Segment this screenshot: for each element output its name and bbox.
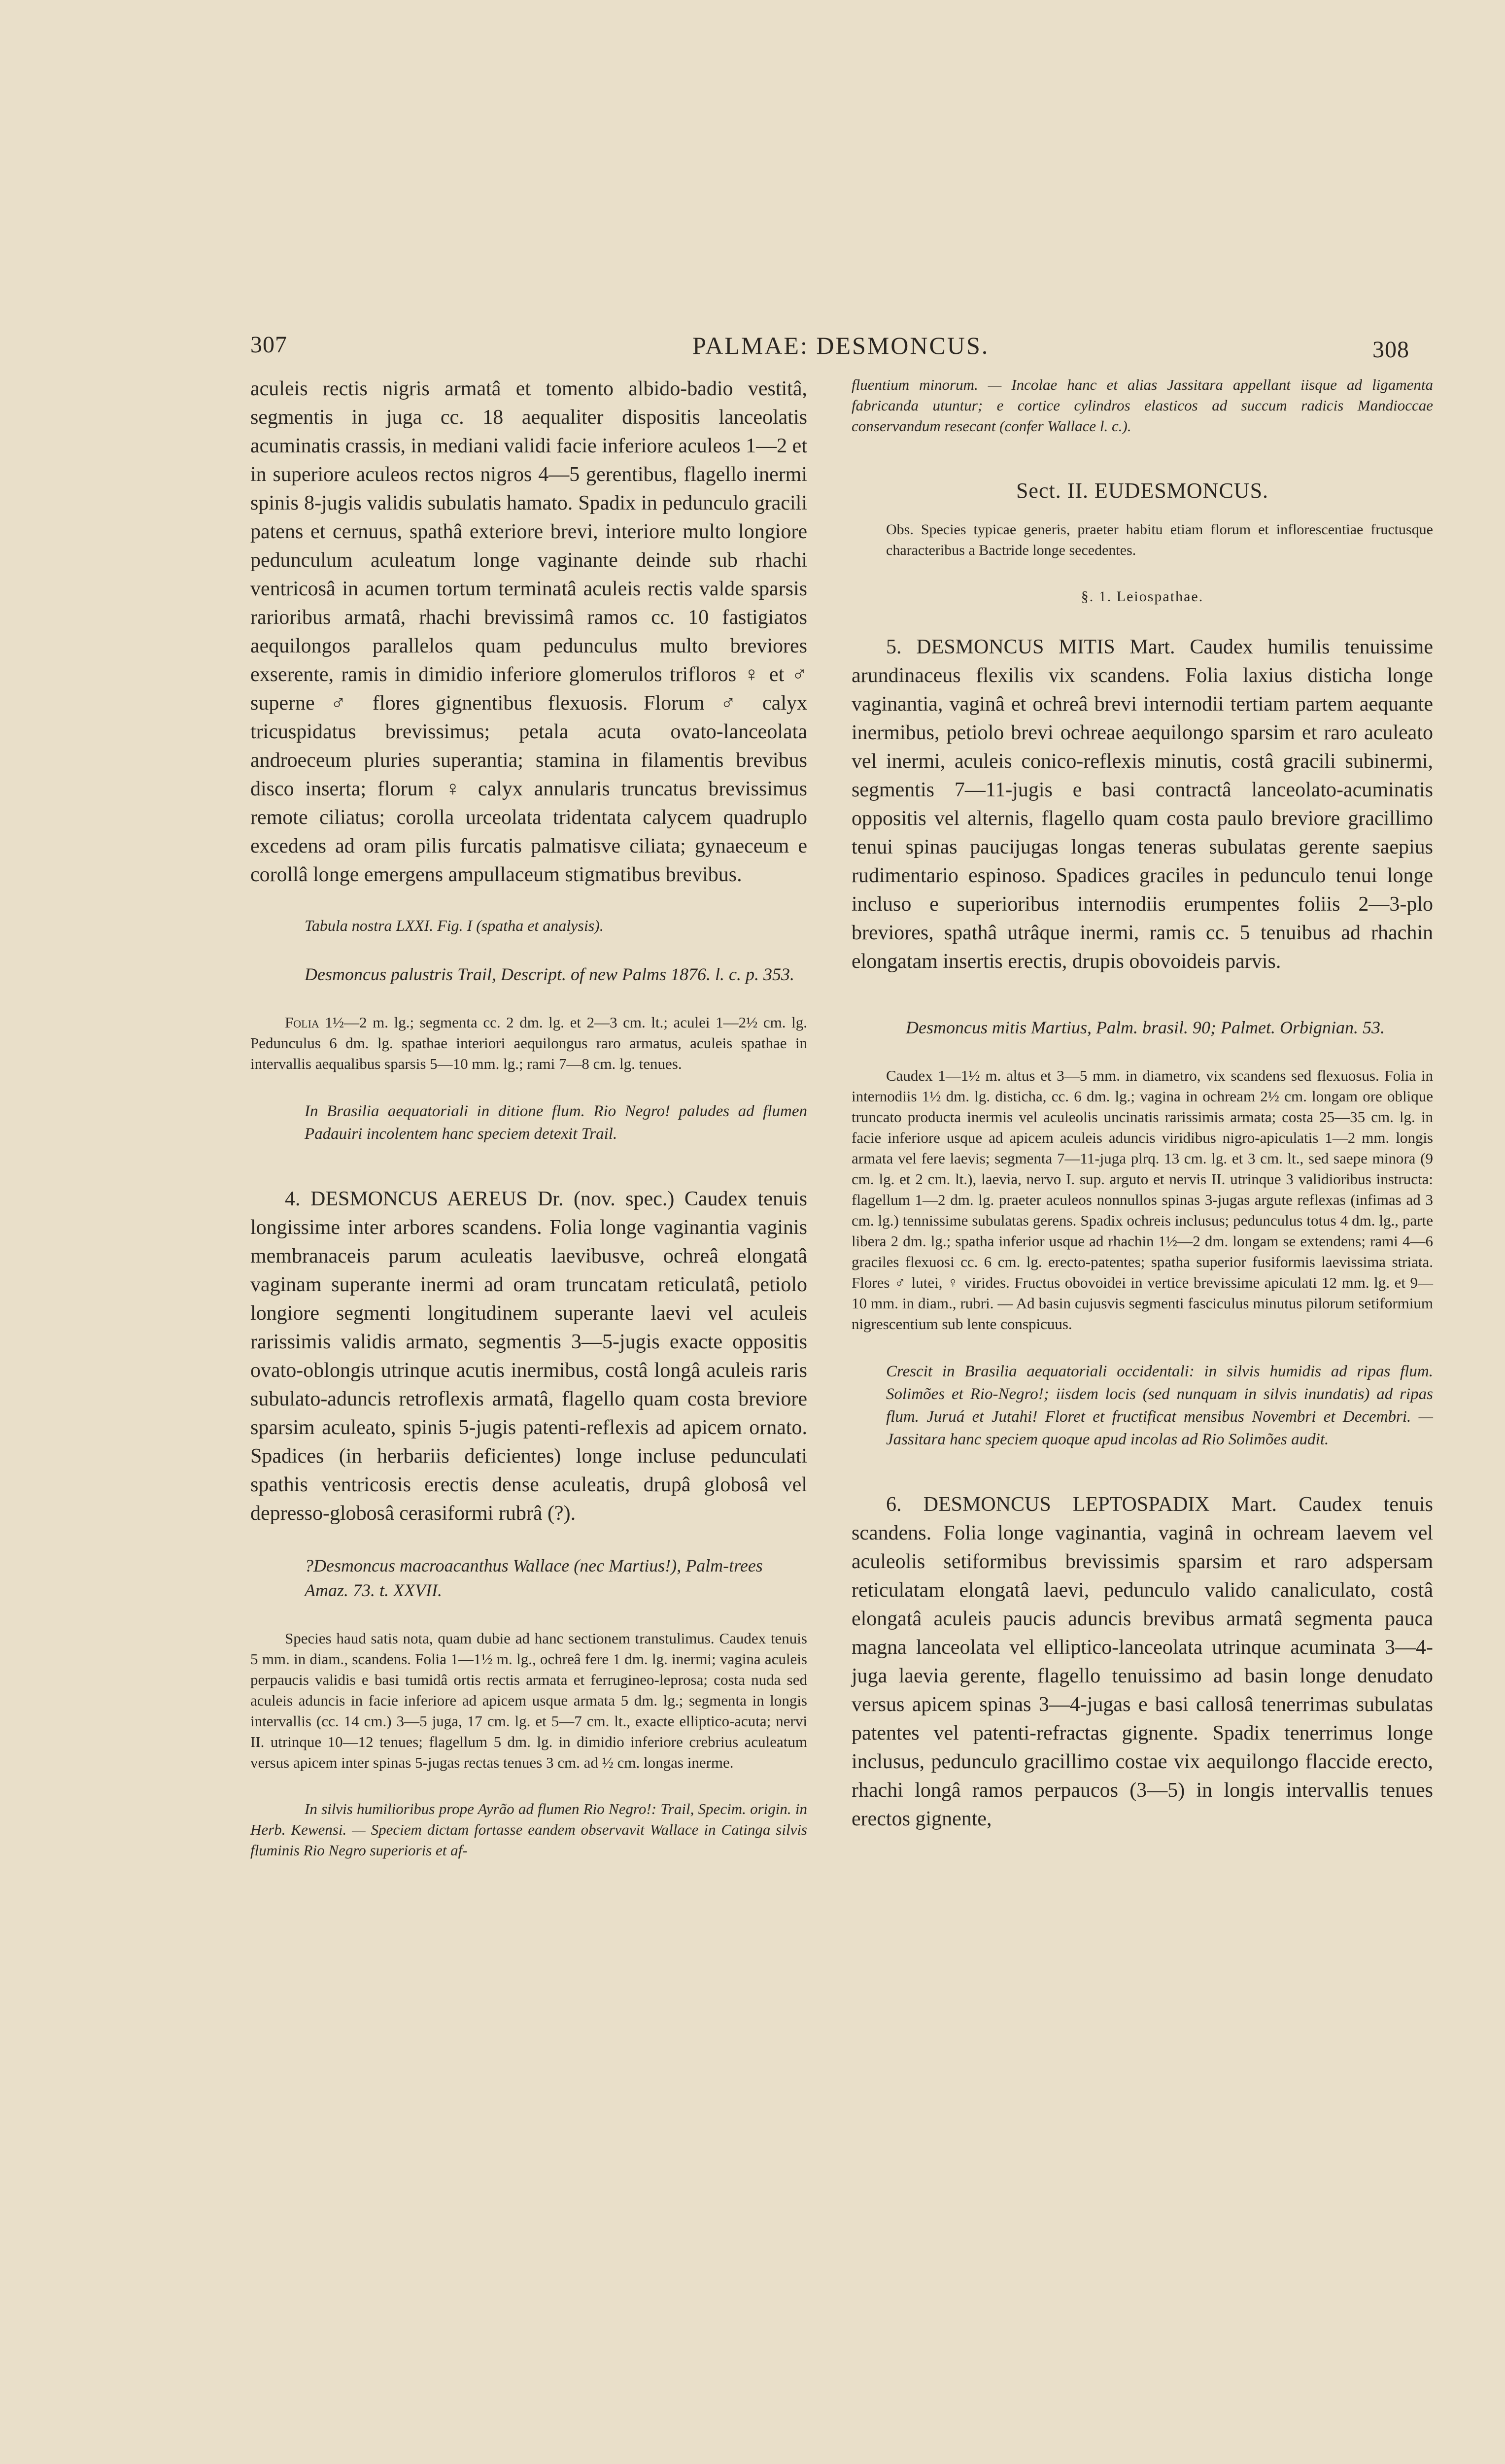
section-title: Sect. II. EUDESMONCUS.	[1016, 479, 1269, 503]
measurement-note	[250, 1012, 807, 1074]
habitat-note: In Brasilia aequatoriali in ditione flum. Rio Negro! paludes ad flumen Padauiri incolentem hanc speciem detexit Trail.	[305, 1102, 807, 1143]
synonym-reference: Desmoncus mitis Martius, Palm. brasil. 90; Palmet. Orbignian. 53.	[906, 1018, 1385, 1037]
plate-reference: Tabula nostra LXXI. Fig. I (spatha et analysis).	[305, 917, 604, 934]
synonym-reference: ?Desmoncus macroacanthus Wallace (nec Martius!), Palm-trees Amaz. 73. t. XXVII.	[305, 1556, 763, 1600]
species-description: 6. DESMONCUS LEPTOSPADIX Mart. Caudex tenuis scandens. Folia longe vaginantia, vaginâ in ochream laevem vel aculeolis setiformibus brevissimis sparsim et raro adspersam reticulatam elongatâ laevi, pedunculo valido canaliculato, costâ elongatâ aculeis paucis aduncis brevibus armatâ segmenta pauca magna lanceolata vel elliptico-lanceolata utrinque acuminata 3—4-juga laevia gerente, flagello tenuissimo ad basin longe denudato versus apicem spinas 3—4-jugas e basi callosâ tenerrimas subulatas patentes vel patenti-refractas gignente. Spadix tenerrimus longe inclusus, pedunculo gracillimo costae vix aequilongo flaccide erecto, rhachi longâ ramos perpaucos (3—5) in longis intervallis tenues erectos gignente,	[852, 1493, 1433, 1830]
species-description: 4. DESMONCUS AEREUS Dr. (nov. spec.) Caudex tenuis longissime inter arbores scandens. Folia longe vaginantia vaginis membranaceis parum aculeatis laevibusve, ochreâ elongatâ vaginam superante inermi ad oram truncatam reticulatâ, petiolo longiore segmenti longitudinem superante laevi vel aculeis rarissimis validis armato, segmentis 3—5-jugis exacte oppositis ovato-oblongis utrinque acutis inermibus, costâ longâ aculeis raris subulato-aduncis retroflexis armatâ, flagello quam costa breviore sparsim aculeato, spinis 5-jugis patenti-reflexis ad apicem ornato. Spadices (in herbariis deficientes) longe incluse pedunculati spathis ventricosis erectis dense aculeatis, drupâ globosâ vel depresso-globosâ cerasiformi rubrâ (?).	[250, 1188, 807, 1525]
measurement-note: Caudex 1—1½ m. altus et 3—5 mm. in diametro, vix scandens sed flexuosus. Folia in internodiis 1½ dm. lg. disticha, cc. 6 dm. lg.; vagina in ochream 2½ cm. longam ore oblique truncato producta inermis vel aculeolis uncinatis rarissimis armata; costa 25—35 cm. lg. in facie inferiore usque ad apicem aculeis aduncis viridibus nigro-apiculatis 1—2 mm. longis armata vel fere laevis; segmenta 7—11-juga plrq. 13 cm. lg. et 3 cm. lt., sed saepe minora (9 cm. lg. et 2 cm. lt.), laevia, nervo I. sup. arguto et nervis II. utrinque 3 validioribus instructa: flagellum 1—2 dm. lg. praeter aculeos nonnullos spinas 3-jugas argute reflexas (infimas ad 3 cm. lg.) tennissime subulatas gerens. Spadix ochreis inclusus; pedunculus totus 4 dm. lg., parte libera 2 dm. lg.; spatha inferior usque ad rhachin 1½—2 dm. longam se extendens; rami 4—6 graciles flexuosi cc. 6 cm. lg. erecto-patentes; spatha superior fusiformis laevissima striata. Flores ♂ lutei, ♀ virides. Fructus obovoidei in vertice brevissime apiculati 12 mm. lg. et 9—10 mm. in diam., rubri. — Ad basin cujusvis segmenti fasciculus minutus pilorum setiformium nigrescentium sub lente conspicuus.	[852, 1067, 1433, 1333]
page-header	[0, 331, 1505, 376]
species-description: 5. DESMONCUS MITIS Mart. Caudex humilis tenuissime arundinaceus flexilis vix scandens. Folia laxius disticha longe vaginantia, vaginâ et ochreâ brevi internodii tertiam partem aequante inermibus, petiolo brevi ochreae aequilongo sparsim et raro aculeato vel inermi, aculeis conico-reflexis minutis, costâ gracili subinermi, segmentis 7—11-jugis e basi contractâ lanceolato-acuminatis oppositis vel alternis, flagello quam costa paulo breviore gracillimo tenui spinas paucijugas longas teneras subulatas gerente saepius rudimentario espinoso. Spadices graciles in pedunculo tenui longe incluso e superioribus internodiis erumpentes foliis 2—3-plo breviores, spathâ utrâque inermi, ramis cc. 5 tenuibus ad rhachin elongatam insertis erectis, drupis obovoideis parvis.	[852, 636, 1433, 973]
habitat-note: In silvis humilioribus prope Ayrão ad flumen Rio Negro!: Trail, Specim. origin. in Herb. Kewensi. — Speciem dictam fortasse eandem observavit Wallace in Catinga silvis fluminis Rio Negro superioris et af-	[250, 1800, 807, 1859]
folia-label: Folia	[285, 1014, 319, 1031]
right-column	[852, 375, 1433, 2434]
left-column	[250, 375, 807, 2434]
measurement-text: 1½—2 m. lg.; segmenta cc. 2 dm. lg. et 2—3 cm. lt.; aculei 1—2½ cm. lg. Pedunculus 6 dm. lg. spathae interiori aequilongus raro armatus, aculeis spathae in intervallis aequalibus sparsis 5—10 mm. lg.; rami 7—8 cm. lg. tenues.	[250, 1014, 807, 1072]
description-paragraph: aculeis rectis nigris armatâ et tomento albido-badio vestitâ, segmentis in juga cc. 18 aequaliter dispositis lanceolatis acuminatis crassis, in mediani validi facie inferiore aculeos 1—2 et in superiore aculeos rectos nigros 4—5 gerentibus, flagello inermi spinis 8-jugis validis subulatis hamato. Spadix in pedunculo gracili patens et cernuus, spathâ exteriore brevi, interiore multo longiore pedunculum aculeatum longe vaginante deinde sub rhachi ventricosâ in acumen tortum terminatâ aculeis rectis valde sparsis rarioribus armatâ, rhachi brevissimâ ramos cc. 10 fastigiatos aequilongos parallelos quam pedunculus multo breviores exserente, ramis in dimidio inferiore glomerulos trifloros ♀ et ♂ superne ♂ flores gignentibus flexuosis. Florum ♂ calyx tricuspidatus brevissimus; petala acuta ovato-lanceolata androeceum pluries superantia; stamina in filamentis brevibus disco inserta; florum ♀ calyx annularis truncatus brevissimus remote ciliatus; corolla urceolata tridentata calycem quadruplo excedens ad oram pilis furcatis palmatisve ciliata; gynaeceum e corollâ longe emergens ampullaceum stigmatibus brevibus.	[250, 377, 807, 886]
habitat-note: Crescit in Brasilia aequatoriali occidentali: in silvis humidis ad ripas flum. Solimões et Rio-Negro!; iisdem locis (sed nunquam in silvis inundatis) ad ripas flum. Juruá et Jutahi! Floret et fructificat mensibus Novembri et Decembri. — Jassitara hanc speciem quoque apud incolas ad Rio Solimões audit.	[886, 1363, 1433, 1448]
habitat-continuation: fluentium minorum. — Incolae hanc et alias Jassitara appellant iisque ad ligamenta fabricanda utuntur; e cortice cylindros elasticos ad succum radicis Mandioccae conservandum resecant (confer Wallace l. c.).	[852, 376, 1433, 435]
page-number-right: 308	[1372, 337, 1409, 363]
running-title: PALMAE: DESMONCUS.	[692, 332, 990, 359]
subsection-title: §. 1. Leiospathae.	[1081, 588, 1204, 605]
section-note: Obs. Species typicae generis, praeter habitu etiam florum et inflorescentiae fructusque characteribus a Bactride longe secedentes.	[886, 521, 1433, 558]
page-number-left: 307	[250, 332, 287, 358]
synonym-reference: Desmoncus palustris Trail, Descript. of new Palms 1876. l. c. p. 353.	[305, 964, 795, 984]
measurement-note: Species haud satis nota, quam dubie ad hanc sectionem transtulimus. Caudex tenuis 5 mm. in diam., scandens. Folia 1—1½ m. lg., ochreâ fere 1 dm. lg. inermi; vagina aculeis perpaucis validis e basi tumidâ ortis rectis armata et ferrugineo-leprosa; costa nuda sed aculeis aduncis in facie inferiore ad apicem usque armata 5 dm. lg.; segmenta in longis intervallis (cc. 14 cm.) 3—5 juga, 17 cm. lg. et 5—7 cm. lt., exacte elliptico-acuta; nervi II. utrinque 10—12 tenues; flagellum 5 dm. lg. in dimidio inferiore crebrius aculeatum versus apicem inter spinas 5-jugas rectas tenues 3 cm. ad ½ cm. longas inerme.	[250, 1630, 807, 1771]
